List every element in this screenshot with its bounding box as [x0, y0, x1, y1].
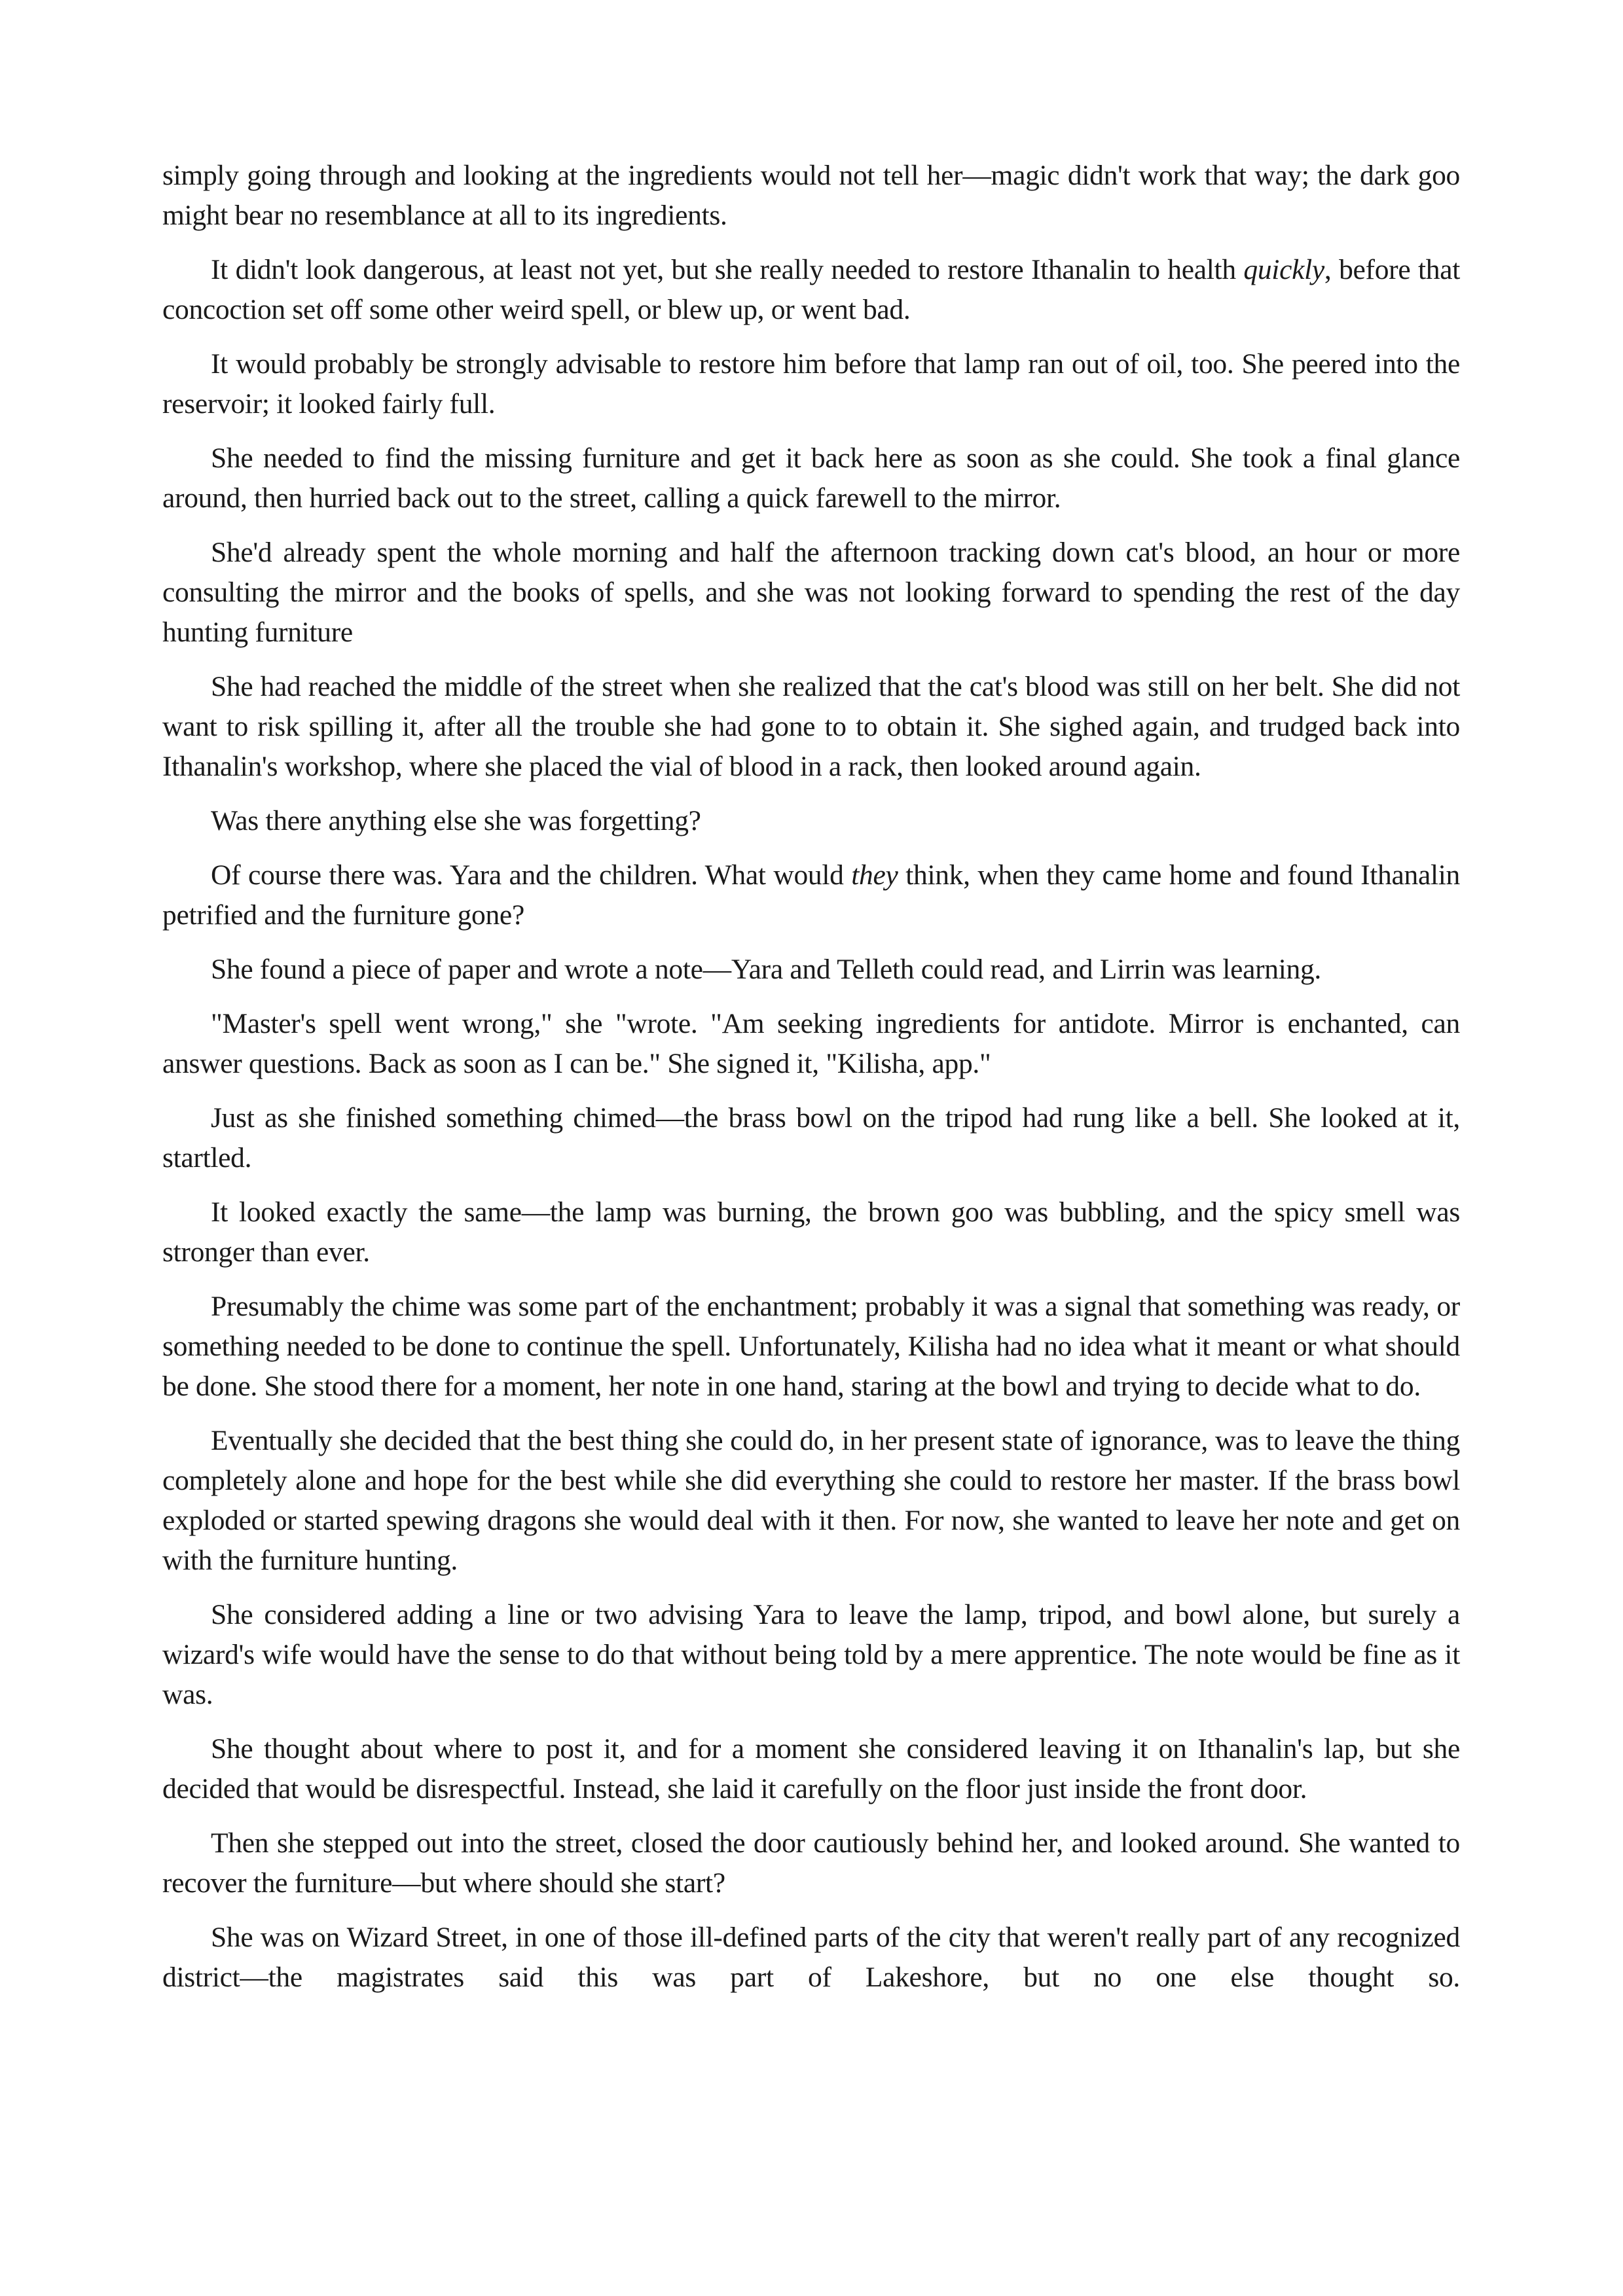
paragraph-3	[162, 344, 1460, 424]
emphasis-quickly: quickly	[1243, 254, 1324, 285]
paragraph-11-text: Just as she finished something chimed—the brass bowl on the tripod had rung like a bell. She looked at it, startled.	[162, 1102, 1460, 1174]
paragraph-8	[162, 855, 1460, 935]
paragraph-2-text-a: It didn't look dangerous, at least not yet, but she really needed to restore Ithanalin to health	[211, 254, 1244, 285]
paragraph-12	[162, 1193, 1460, 1272]
paragraph-11	[162, 1098, 1460, 1178]
paragraph-4-text: She needed to find the missing furniture and get it back here as soon as she could. She took a final glance around, then hurried back out to the street, calling a quick farewell to the mirror.	[162, 442, 1460, 514]
paragraph-14-text: Eventually she decided that the best thing she could do, in her present state of ignorance, was to leave the thing completely alone and hope for the best while she did everything she could to restore her master. If the brass bowl exploded or started spewing dragons she would deal with it then. For now, she wanted to leave her note and get on with the furniture hunting.	[162, 1425, 1460, 1576]
paragraph-13	[162, 1287, 1460, 1407]
paragraph-17-text: Then she stepped out into the street, closed the door cautiously behind her, and looked around. She wanted to recover the furniture—but where should she start?	[162, 1827, 1460, 1899]
paragraph-5-text: She'd already spent the whole morning and half the afternoon tracking down cat's blood, an hour or more consulting the mirror and the books of spells, and she was not looking forward to spending the rest of the day hunting furniture	[162, 537, 1460, 648]
paragraph-17	[162, 1823, 1460, 1903]
paragraph-7	[162, 801, 1460, 841]
paragraph-9-text: She found a piece of paper and wrote a note—Yara and Telleth could read, and Lirrin was learning.	[211, 954, 1321, 985]
paragraph-2-text-b: , before that concoction set off some other weird spell, or blew up, or went bad.	[162, 254, 1460, 325]
paragraph-16-text: She thought about where to post it, and for a moment she considered leaving it on Ithanalin's lap, but she decided that would be disrespectful. Instead, she laid it carefully on the floor just inside the front door.	[162, 1733, 1460, 1804]
paragraph-3-text: It would probably be strongly advisable to restore him before that lamp ran out of oil, too. She peered into the reservoir; it looked fairly full.	[162, 348, 1460, 420]
paragraph-12-text: It looked exactly the same—the lamp was burning, the brown goo was bubbling, and the spicy smell was stronger than ever.	[162, 1196, 1460, 1268]
book-page	[162, 156, 1460, 1998]
paragraph-15-text: She considered adding a line or two advising Yara to leave the lamp, tripod, and bowl alone, but surely a wizard's wife would have the sense to do that without being told by a mere apprentice. The note would be fine as it was.	[162, 1599, 1460, 1710]
paragraph-16	[162, 1729, 1460, 1809]
paragraph-10	[162, 1004, 1460, 1084]
paragraph-14	[162, 1421, 1460, 1581]
paragraph-1	[162, 156, 1460, 236]
paragraph-6	[162, 667, 1460, 787]
paragraph-2	[162, 250, 1460, 330]
paragraph-8-text-a: Of course there was. Yara and the children. What would	[211, 859, 852, 891]
emphasis-they: they	[851, 859, 898, 891]
paragraph-15	[162, 1595, 1460, 1715]
paragraph-1-text: simply going through and looking at the ingredients would not tell her—magic didn't work that way; the dark goo might bear no resemblance at all to its ingredients.	[162, 160, 1460, 231]
paragraph-7-text: Was there anything else she was forgetting?	[211, 805, 701, 836]
paragraph-8-text-b: think, when they came home and found Ithanalin petrified and the furniture gone?	[162, 859, 1460, 931]
paragraph-10-text: "Master's spell went wrong," she "wrote. "Am seeking ingredients for antidote. Mirror is enchanted, can answer questions. Back as soon as I can be." She signed it, "Kilisha, app."	[162, 1008, 1460, 1079]
paragraph-6-text: She had reached the middle of the street when she realized that the cat's blood was still on her belt. She did not want to risk spilling it, after all the trouble she had gone to to obtain it. She sighed again, and trudged back into Ithanalin's workshop, where she placed the vial of blood in a rack, then looked around again.	[162, 671, 1460, 782]
paragraph-13-text: Presumably the chime was some part of the enchantment; probably it was a signal that something was ready, or something needed to be done to continue the spell. Unfortunately, Kilisha had no idea what it meant or what should be done. She stood there for a moment, her note in one hand, staring at the bowl and trying to decide what to do.	[162, 1291, 1460, 1402]
paragraph-4	[162, 439, 1460, 518]
paragraph-18	[162, 1918, 1460, 1998]
paragraph-9	[162, 950, 1460, 990]
paragraph-18-text: She was on Wizard Street, in one of those ill-defined parts of the city that weren't really part of any recognized district—the magistrates said this was part of Lakeshore, but no one else thought so.	[162, 1922, 1460, 1993]
paragraph-5	[162, 533, 1460, 653]
